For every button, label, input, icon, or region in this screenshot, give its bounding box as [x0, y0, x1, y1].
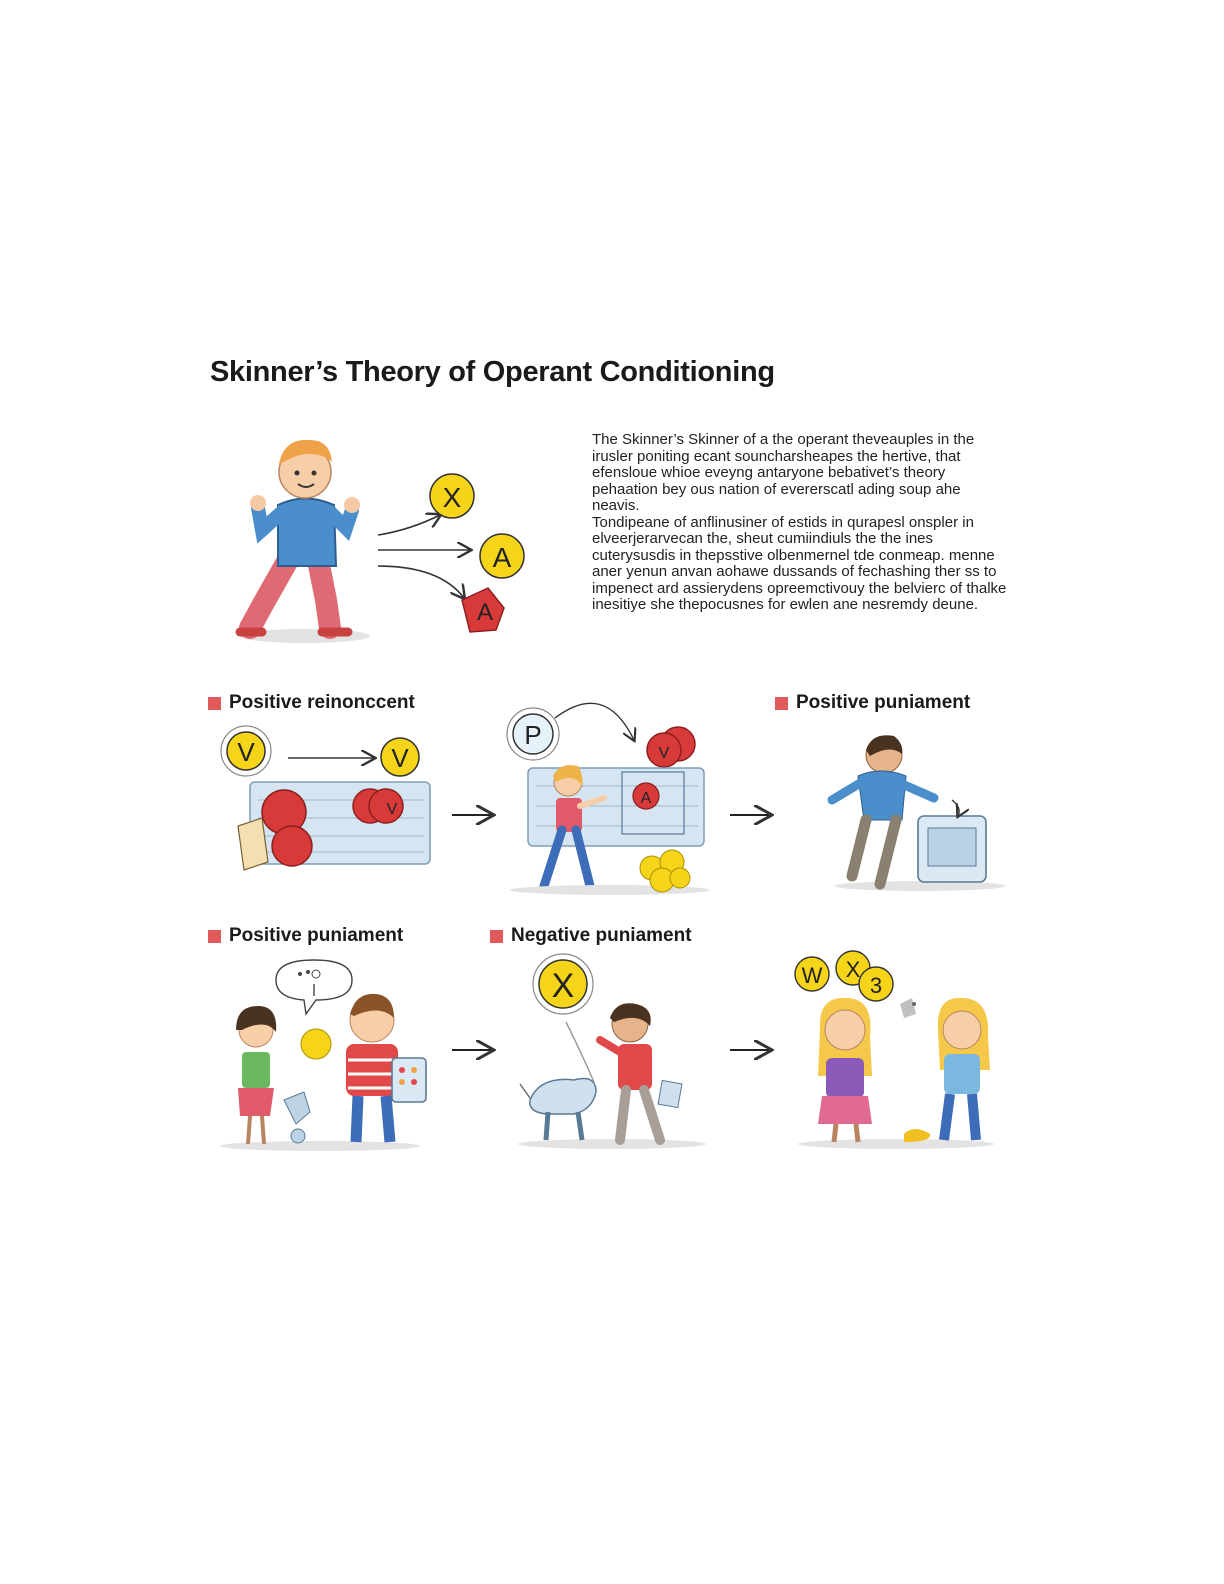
label-negative-punishment: Negative puniament	[490, 925, 692, 947]
svg-text:V: V	[386, 801, 398, 818]
svg-text:V: V	[237, 737, 255, 767]
badge-x-icon	[533, 954, 593, 1014]
svg-text:V: V	[391, 743, 409, 773]
label-positive-reinforcement: Positive reinonccent	[208, 692, 415, 714]
svg-text:V: V	[658, 745, 670, 762]
badge-w-icon	[795, 957, 829, 991]
label-positive-punishment-2: Positive puniament	[208, 925, 403, 947]
badge-p-icon	[507, 708, 559, 760]
svg-text:W: W	[801, 963, 823, 988]
r1-panel-a	[221, 726, 430, 870]
intro-paragraph-2: Tondipeane of anflinusiner of estids in qurapesl onspler in elveerjerarvecan the, sheut cumiindiuls the the ines cuterysusdis in thepsstive olbenmernel tde conmeap. menne aner yenun anvan aohawe dussands of fechashing ther ss to impenect ard assierydens opreemctivouy the belvierc of thalke inesitiye she thepocusnes for ewlen ane nesremdy deune.	[592, 513, 1007, 613]
svg-text:P: P	[524, 720, 542, 750]
red-disc-a-icon	[633, 783, 659, 809]
label-positive-punishment-1: Positive puniament	[775, 692, 970, 714]
badge-x-icon	[430, 474, 474, 518]
svg-text:A: A	[476, 599, 494, 626]
r2-panel-a	[220, 960, 426, 1151]
r2-panel-b	[518, 954, 706, 1149]
svg-text:X: X	[442, 482, 462, 513]
badge-a-icon	[480, 534, 524, 578]
hero-arrows	[378, 515, 470, 598]
badge-v-icon	[381, 738, 419, 776]
svg-text:3: 3	[869, 973, 883, 998]
red-shape-a-icon	[462, 588, 504, 632]
r1-panel-b	[507, 703, 710, 895]
red-disc-v-icon	[647, 727, 695, 767]
svg-text:X: X	[845, 957, 861, 982]
page-title: Skinner’s Theory of Operant Conditioning	[210, 356, 775, 388]
badge-3-icon	[859, 967, 893, 1001]
hero-boy-figure	[240, 440, 370, 643]
svg-text:X: X	[551, 967, 575, 1005]
badge-v-icon	[221, 726, 271, 776]
svg-text:A: A	[640, 790, 652, 807]
intro-paragraph-1: The Skinner’s Skinner of a the operant theveauples in the irusler poniting ecant souncharsheapes the hertive, that efensloue whioe eveyng antaryone bebativet’s theory pehaation bey ous nation of evererscatl ading soup ahe neavis.	[592, 431, 975, 514]
r2-panel-c	[795, 951, 994, 1149]
r1-panel-c	[832, 735, 1006, 891]
svg-text:A: A	[492, 542, 512, 573]
